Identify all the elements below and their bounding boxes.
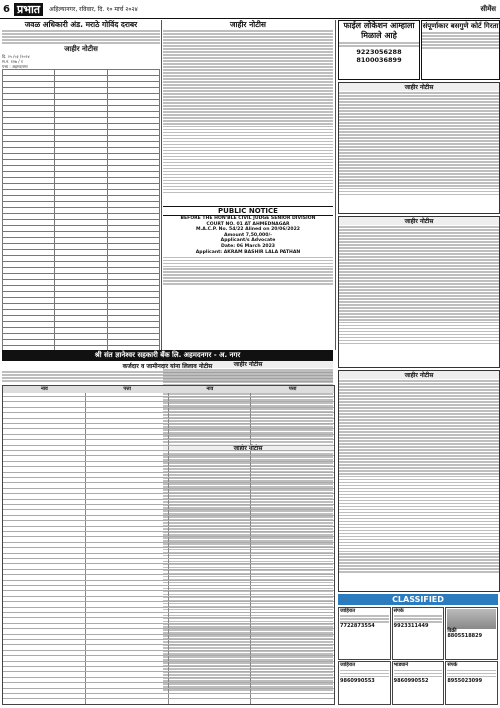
table-row [3, 634, 334, 635]
table-row [3, 418, 334, 419]
table-row [3, 677, 334, 678]
table-header [3, 386, 334, 393]
table-header-cell: नाव [206, 386, 214, 392]
table-row [3, 553, 334, 554]
notice-heading: जाहीर नोटीस [64, 45, 98, 54]
table-row [3, 466, 334, 467]
table-header-cell: नाव [40, 386, 48, 392]
newspaper-logo: प्रभात [14, 3, 43, 16]
notice-box-title: जाहीर नोटीस [339, 83, 499, 91]
classified-ad: संपर्क 9923311449 [392, 607, 445, 660]
table-row [3, 671, 334, 672]
public-notice-heading: PUBLIC NOTICE [163, 206, 333, 216]
table-row [3, 493, 334, 494]
table-row [3, 428, 334, 429]
auction-banner: श्री संत ज्ञानेश्वर सहकारी बँक लि. अहमदनगर - अ. नगर [2, 350, 333, 361]
table-row [3, 434, 334, 435]
table-row [3, 396, 334, 397]
auction-subtitle: कर्जदार व जामीनदार यांना लिलाव नोटीस [122, 363, 213, 370]
table-row [3, 542, 334, 543]
table-row [3, 504, 334, 505]
table-row [3, 612, 334, 613]
table-row [3, 666, 334, 667]
table-row [3, 482, 334, 483]
table-row [3, 688, 334, 689]
section-name: सीमेंस [480, 4, 496, 13]
classified-ad: विक्री 8805518829 [445, 607, 498, 660]
table-row [3, 509, 334, 510]
table-row [3, 596, 334, 597]
table-row [3, 639, 334, 640]
table-row [3, 439, 334, 440]
page-number: 6 [3, 3, 10, 15]
ad-phone: 9223056288 [356, 48, 402, 57]
ad-title: फाईल लोकेशन आम्हाला मिळाले आहे [343, 21, 415, 40]
table-row [3, 585, 334, 586]
table-row [3, 536, 334, 537]
notice-box-title: जाहीर नोटीस [339, 371, 499, 379]
table-row [3, 547, 334, 548]
tender-table [2, 69, 160, 358]
classified-ad: संपर्क 8955023099 [445, 661, 498, 705]
table-row [3, 558, 334, 559]
public-notice-line: Applicant/s Advocate [220, 238, 276, 244]
table-row [3, 531, 334, 532]
table-row [3, 520, 334, 521]
auction-intro [2, 370, 333, 384]
column-left [2, 20, 160, 358]
classified-ad: जाहिरात 7722873554 [338, 607, 391, 660]
table-row [3, 607, 334, 608]
table-row [3, 477, 334, 478]
advertisement-court [421, 20, 500, 80]
public-notice-line: Date: 06 March 2023 [221, 243, 275, 249]
notice-box-title: जाहीर नोटीस [163, 444, 333, 452]
classified-grid [338, 607, 498, 705]
classified-photo [447, 609, 496, 629]
table-row [3, 601, 334, 602]
table-row [3, 563, 334, 564]
table-row [3, 644, 334, 645]
public-notice-line: Applicant: AKRAM BASHIR LALA PATHAN [195, 249, 301, 255]
notice-box [338, 216, 500, 368]
advertisement-file-location [338, 20, 420, 80]
table-row [3, 455, 334, 456]
notice-title: जाहीर नोटीस [229, 20, 266, 29]
classified-phone: 9860990552 [393, 677, 429, 684]
table-row [3, 628, 334, 629]
table-row [3, 407, 334, 408]
sample-row: स.न. ११७ / १ [2, 59, 23, 65]
table-row [3, 526, 334, 527]
table-row [3, 655, 334, 656]
masthead [0, 0, 500, 19]
classified-phone: 7722873554 [340, 623, 375, 630]
public-notice-line: M.A.C.P. No. 54/22 Alined on 20/06/2022 [195, 227, 301, 233]
classified-phone: 9923311449 [393, 623, 429, 630]
table-row [3, 515, 334, 516]
notice-box [338, 82, 500, 214]
table-row [3, 574, 334, 575]
classified-phone: 8955023099 [447, 677, 483, 684]
auction-table [2, 385, 335, 705]
sample-row: पत्ता : अहमदनगर [2, 64, 28, 70]
column-rule [161, 20, 162, 350]
classified-ad: जाहिरात 9860990553 [338, 661, 391, 705]
classified-phone: 9860990553 [340, 677, 375, 684]
table-header-cell: पत्ता [123, 386, 131, 392]
headline-left: जवळ अधिकारी अंड. मराठे गोविंद दराबर [24, 20, 138, 29]
column-middle [163, 20, 333, 195]
table-row [3, 580, 334, 581]
table-row [3, 445, 334, 446]
table-row [3, 412, 334, 413]
classified-ad: भाड्याने 9860990552 [392, 661, 445, 705]
sample-row: दि. २५ /०३ /२०२४ [2, 54, 30, 60]
table-row [3, 461, 334, 462]
table-row [3, 693, 334, 694]
table-row [3, 650, 334, 651]
table-row [3, 499, 334, 500]
table-row [3, 401, 334, 402]
classified-banner: CLASSIFIED [338, 594, 498, 605]
table-row [3, 450, 334, 451]
table-row [3, 623, 334, 624]
table-row [3, 661, 334, 662]
public-notice [163, 206, 333, 356]
public-notice-line: BEFORE THE HON'BLE CIVIL JUDGE SENIOR DIVISION [180, 216, 316, 221]
table-row [3, 472, 334, 473]
notice-box-title: जाहीर नोटीस [163, 360, 333, 368]
column-rule [335, 20, 336, 350]
ad-title: संपूर्णाकार बसगुणे कोर्ट गिरता [422, 22, 499, 30]
table-row [3, 590, 334, 591]
notice-box-title: जाहीर नोटीस [339, 217, 499, 225]
public-notice-line: Amount 7,50,000/- [223, 232, 273, 238]
table-row [3, 569, 334, 570]
classified-phone: 8805518829 [447, 633, 483, 639]
notice-box [338, 370, 500, 592]
dateline: अहिल्यानगर, रविवार, दि. १० मार्च २०२४ [49, 6, 138, 13]
table-row [3, 423, 334, 424]
table-row [3, 488, 334, 489]
table-row [3, 698, 334, 699]
public-notice-line: COURT NO. 01 AT AHMEDNAGAR [206, 221, 290, 227]
table-row [3, 682, 334, 683]
table-header-cell: पत्ता [288, 386, 297, 392]
ad-phone: 8100036899 [356, 56, 402, 65]
table-row [3, 617, 334, 618]
